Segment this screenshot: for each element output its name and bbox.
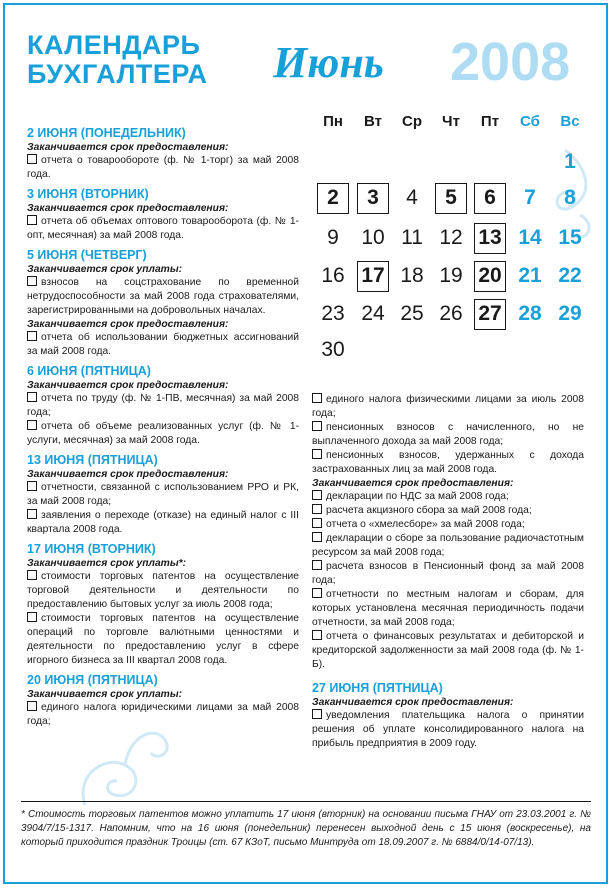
- checklist-item: [27, 481, 299, 509]
- calendar-day: 28: [518, 302, 542, 325]
- deadline-subheading: Заканчивается срок уплаты*:: [27, 558, 187, 569]
- checklist-item: [312, 518, 584, 532]
- checkbox-icon: [312, 588, 322, 598]
- checklist-item-text: отчета о «хмелесборе» за май 2008 года;: [326, 519, 525, 530]
- checklist-item-text: единого налога физическими лицами за июль 2008 года;: [312, 394, 584, 419]
- checklist-item: [312, 504, 584, 518]
- calendar-day: 4: [406, 186, 418, 209]
- checklist-item-text: пенсионных взносов с начисленного, но не выплаченного дохода за май 2008 года;: [312, 422, 584, 447]
- checkbox-icon: [27, 331, 37, 341]
- checklist-item-text: единого налога юридическими лицами за май 2008 года;: [27, 702, 299, 727]
- checklist-item: [312, 393, 584, 421]
- checklist-item-text: отчета об использовании бюджетных ассигнований за май 2008 года.: [27, 332, 299, 357]
- checkbox-icon: [27, 701, 37, 711]
- calendar-day: 29: [558, 302, 582, 325]
- checklist-item-text: стоимости торговых патентов на осуществление торговой деятельности и деятельности по предоставлению бытовых услуг за июль 2008 года;: [27, 571, 299, 610]
- checklist-item: [27, 509, 299, 537]
- checklist-item: [312, 490, 584, 504]
- checkbox-icon: [312, 532, 322, 542]
- checklist-item-text: отчета о финансовых результатах и дебиторской и кредиторской задолженности за май 2008 года (ф. № 1-Б).: [312, 631, 584, 670]
- calendar-day: 7: [524, 186, 536, 209]
- checklist-item: [27, 154, 299, 182]
- checklist-item: [27, 701, 299, 729]
- date-heading: 17 ИЮНЯ (ВТОРНИК): [27, 542, 156, 556]
- deadline-subheading: Заканчивается срок предоставления:: [27, 469, 229, 480]
- checklist-item-text: отчета о товарообороте (ф. № 1-торг) за май 2008 года.: [27, 155, 299, 180]
- calendar-day: 27: [474, 299, 506, 330]
- deadline-subheading: Заканчивается срок уплаты:: [27, 264, 183, 275]
- page-title: [27, 31, 208, 89]
- checklist-item: [27, 420, 299, 448]
- checkbox-icon: [312, 393, 322, 403]
- calendar-day: 6: [474, 183, 506, 214]
- calendar-day: 13: [474, 223, 506, 254]
- checklist-item: [27, 331, 299, 359]
- checklist-item-text: отчета об объемах оптового товарооборота (ф. № 1-опт, месячная) за май 2008 года.: [27, 216, 299, 241]
- checklist-item: [312, 421, 584, 449]
- checklist-item-text: декларации о сборе за пользование радиочастотным ресурсом за май 2008 года;: [312, 533, 584, 558]
- date-heading: 13 ИЮНЯ (ПЯТНИЦА): [27, 453, 158, 467]
- deadline-subheading: Заканчивается срок предоставления:: [27, 319, 229, 330]
- calendar-day: 20: [474, 261, 506, 292]
- calendar-day: 2: [317, 183, 349, 214]
- checkbox-icon: [312, 560, 322, 570]
- checkbox-icon: [27, 392, 37, 402]
- checkbox-icon: [312, 504, 322, 514]
- checkbox-icon: [27, 570, 37, 580]
- calendar-day: 14: [518, 226, 542, 249]
- calendar-day: 3: [357, 183, 389, 214]
- checklist-item: [27, 392, 299, 420]
- checkbox-icon: [27, 481, 37, 491]
- weekday-header: Вс: [560, 113, 580, 130]
- calendar-day: 21: [518, 264, 542, 287]
- weekday-header: Ср: [402, 113, 422, 130]
- weekday-header: Пт: [480, 113, 500, 130]
- weekday-header: Вт: [364, 113, 382, 130]
- checkbox-icon: [27, 215, 37, 225]
- checkbox-icon: [312, 518, 322, 528]
- deadline-subheading: Заканчивается срок предоставления:: [27, 380, 229, 391]
- title-line-2: БУХГАЛТЕРА: [27, 59, 208, 89]
- month-label: Июнь: [273, 38, 384, 87]
- checklist-item-text: декларации по НДС за май 2008 года;: [326, 491, 509, 502]
- date-heading: 6 ИЮНЯ (ПЯТНИЦА): [27, 364, 151, 378]
- right-column: [312, 393, 584, 751]
- calendar-day: 25: [400, 302, 424, 325]
- checklist-item-text: заявления о переходе (отказе) на единый налог с III квартала 2008 года.: [27, 510, 299, 535]
- date-heading: 5 ИЮНЯ (ЧЕТВЕРГ): [27, 248, 147, 262]
- year-label: 2008: [450, 32, 571, 92]
- deadline-subheading: Заканчивается срок предоставления:: [312, 697, 514, 708]
- checklist-item: [27, 612, 299, 668]
- calendar-day: 26: [439, 302, 463, 325]
- deadline-subheading: Заканчивается срок предоставления:: [27, 203, 229, 214]
- checklist-item: [312, 588, 584, 630]
- checkbox-icon: [27, 612, 37, 622]
- date-heading: 2 ИЮНЯ (ПОНЕДЕЛЬНИК): [27, 126, 186, 140]
- calendar-day: 22: [558, 264, 582, 287]
- checklist-item: [312, 449, 584, 477]
- calendar-day: 16: [321, 264, 345, 287]
- left-column: [27, 121, 299, 729]
- checklist-item: [312, 709, 584, 751]
- weekday-header: Сб: [520, 113, 540, 130]
- checklist-item: [312, 630, 584, 672]
- weekday-header: Пн: [323, 113, 343, 130]
- checkbox-icon: [27, 509, 37, 519]
- calendar-day: 9: [327, 226, 339, 249]
- date-heading: 20 ИЮНЯ (ПЯТНИЦА): [27, 673, 158, 687]
- deadline-subheading: Заканчивается срок предоставления:: [312, 478, 514, 489]
- checkbox-icon: [312, 630, 322, 640]
- checklist-item: [27, 215, 299, 243]
- checklist-item-text: расчета взносов в Пенсионный фонд за май 2008 года;: [312, 561, 584, 586]
- checkbox-icon: [312, 490, 322, 500]
- page-frame: [3, 3, 608, 884]
- title-line-1: КАЛЕНДАРЬ: [27, 30, 201, 60]
- checklist-item-text: стоимости торговых патентов на осуществление операций по торговле валютными ценностями и деятельности по предоставлению услуг в сфере игорного бизнеса за III квартал 2008 года.: [27, 613, 299, 666]
- checklist-item-text: расчета акцизного сбора за май 2008 года;: [326, 505, 532, 516]
- checklist-item: [312, 560, 584, 588]
- calendar-day: 8: [564, 186, 576, 209]
- checkbox-icon: [27, 276, 37, 286]
- checkbox-icon: [27, 154, 37, 164]
- calendar-day: 5: [435, 183, 467, 214]
- checklist-item-text: отчета об объеме реализованных услуг (ф. № 1-услуги, месячная) за май 2008 года.: [27, 421, 299, 446]
- checklist-item-text: отчетности по местным налогам и сборам, для которых установлена месячная периодичность подачи отчетности, за май 2008 года;: [312, 589, 584, 628]
- checklist-item: [27, 570, 299, 612]
- checklist-item-text: отчетности, связанной с использованием РРО и РК, за май 2008 года;: [27, 482, 299, 507]
- calendar-day: 1: [564, 150, 576, 173]
- date-heading: 27 ИЮНЯ (ПЯТНИЦА): [312, 681, 443, 695]
- checklist-item-text: отчета по труду (ф. № 1-ПВ, месячная) за май 2008 года;: [27, 393, 299, 418]
- deadline-subheading: Заканчивается срок предоставления:: [27, 142, 229, 153]
- checklist-item: [27, 276, 299, 318]
- calendar-day: 11: [401, 226, 423, 249]
- calendar-day: 23: [321, 302, 345, 325]
- checkbox-icon: [27, 420, 37, 430]
- checkbox-icon: [312, 421, 322, 431]
- checklist-item: [312, 532, 584, 560]
- deadline-subheading: Заканчивается срок уплаты:: [27, 689, 183, 700]
- calendar-day: 10: [361, 226, 385, 249]
- checklist-item-text: взносов на соцстрахование по временной нетрудоспособности за май 2008 года страхователями, зарегистрированными на добровольных началах.: [27, 277, 299, 316]
- calendar-day: 12: [439, 226, 463, 249]
- calendar-day: 19: [439, 264, 463, 287]
- calendar-day: 30: [321, 338, 345, 361]
- calendar-day: 17: [357, 261, 389, 292]
- calendar-day: 24: [361, 302, 385, 325]
- footnote: * Стоимость торговых патентов можно уплатить 17 июня (вторник) на основании письма ГНАУ от 23.03.2001 г. № 3904/7/15-1317. Напомним, что на 16 июня (понедельник) перенесен выходной день с 15 июня (воскресенье), на который приходится праздник Троицы (ст. 67 КЗоТ, письмо Минтруда от 18.09.2007 г. № 6884/0/14-07/13).: [21, 801, 591, 850]
- calendar-day: 15: [558, 226, 582, 249]
- checklist-item-text: пенсионных взносов, удержанных с дохода застрахованных лиц за май 2008 года.: [312, 450, 584, 475]
- checkbox-icon: [312, 449, 322, 459]
- weekday-header: Чт: [442, 113, 460, 130]
- date-heading: 3 ИЮНЯ (ВТОРНИК): [27, 187, 149, 201]
- calendar-day: 18: [400, 264, 424, 287]
- checkbox-icon: [312, 709, 322, 719]
- checklist-item-text: уведомления плательщика налога о принятии решения об уплате консолидированного налога на прибыль предприятия в 2009 году.: [312, 710, 584, 749]
